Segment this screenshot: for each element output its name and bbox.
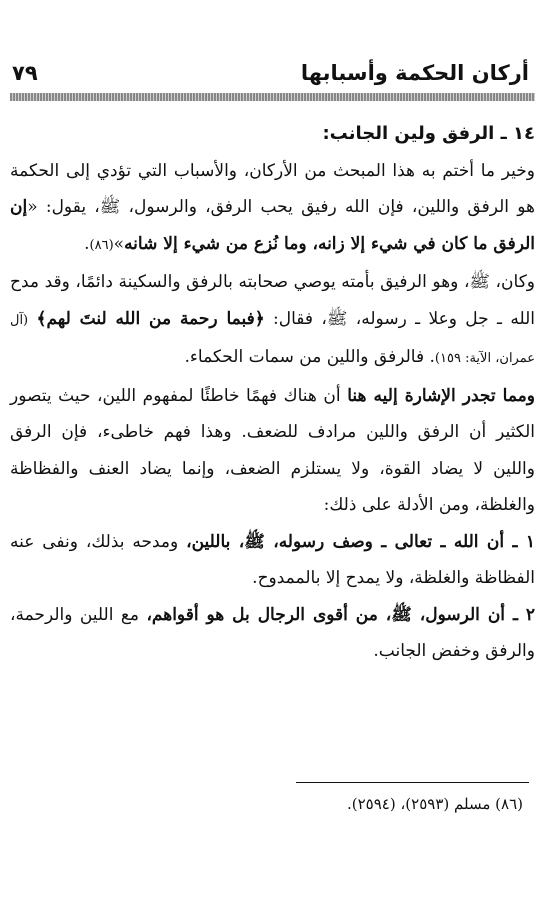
paragraph-1-text-b: » <box>113 233 125 254</box>
running-head <box>12 58 529 88</box>
paragraph-3-lead: ومما تجدر الإشارة إليه هنا <box>347 385 535 406</box>
quran-verse: ﴿فبما رحمة من الله لنتَ لهم﴾ <box>36 308 265 329</box>
hadith-quote: إن الرفق ما كان في شيء إلا زانه، وما نُزع من شيء إلا شانه <box>10 197 535 254</box>
point-2-text: مع اللين والرحمة، والرفق وخفض الجانب. <box>10 604 535 661</box>
section-heading: ١٤ ـ الرفق ولين الجانب: <box>322 123 535 144</box>
paragraph-1-text-a: وخير ما أختم به هذا المبحث من الأركان، والأسباب التي تؤدي إلى الحكمة هو الرفق واللين، فإن الله رفيق يحب الرفق، والرسول، ﷺ، يقول: « <box>10 160 535 217</box>
paragraph-2-text-c: . فالرفق واللين من سمات الحكماء. <box>184 347 435 367</box>
point-1 <box>10 524 535 597</box>
paragraph-2-text-a: وكان، ﷺ، وهو الرفيق بأمته يوصي صحابته بالرفق والسكينة دائمًا، وقد مدح الله ـ جل وعلا ـ رسوله، ﷺ، فقال: <box>10 272 536 329</box>
point-2-lead: ٢ ـ أن الرسول، ﷺ، من أقوى الرجال بل هو أقواهم، <box>146 604 535 625</box>
body-text <box>10 116 535 670</box>
paragraph-2 <box>10 264 535 378</box>
header-rule <box>10 93 535 101</box>
page-number: ٧٩ <box>12 61 38 85</box>
paragraph-1 <box>10 153 535 265</box>
paragraph-2-text-b <box>28 309 36 329</box>
paragraph-1-text-c: . <box>84 233 90 254</box>
paragraph-3 <box>10 378 535 524</box>
point-1-text: ومدحه بذلك، ونفى عنه الفظاظة والغلظة، ولا يمدح إلا بالممدوح. <box>10 531 535 588</box>
footnote: (٨٦) مسلم (٢٥٩٣)، (٢٥٩٤). <box>346 795 523 813</box>
verse-citation: (آل عمران، الآية: ١٥٩) <box>10 312 535 366</box>
point-1-lead: ١ ـ أن الله ـ تعالى ـ وصف رسوله، ﷺ، باللين، <box>186 531 535 552</box>
footnote-rule <box>296 782 529 783</box>
running-head-title: أركان الحكمة وأسبابها <box>300 61 529 85</box>
point-2 <box>10 597 535 670</box>
footnote-ref: (٨٦) <box>89 237 114 253</box>
paragraph-3-text: أن هناك فهمًا خاطئًا لمفهوم اللين، حيث يتصور الكثير أن الرفق واللين مرادف للضعف. وهذا فهم خاطىء، فإن الرفق واللين لا يضاد القوة، ولا يستلزم الضعف، وإنما يضاد العنف والفظاظة والغلظة، ومن الأدلة على ذلك: <box>10 385 535 515</box>
